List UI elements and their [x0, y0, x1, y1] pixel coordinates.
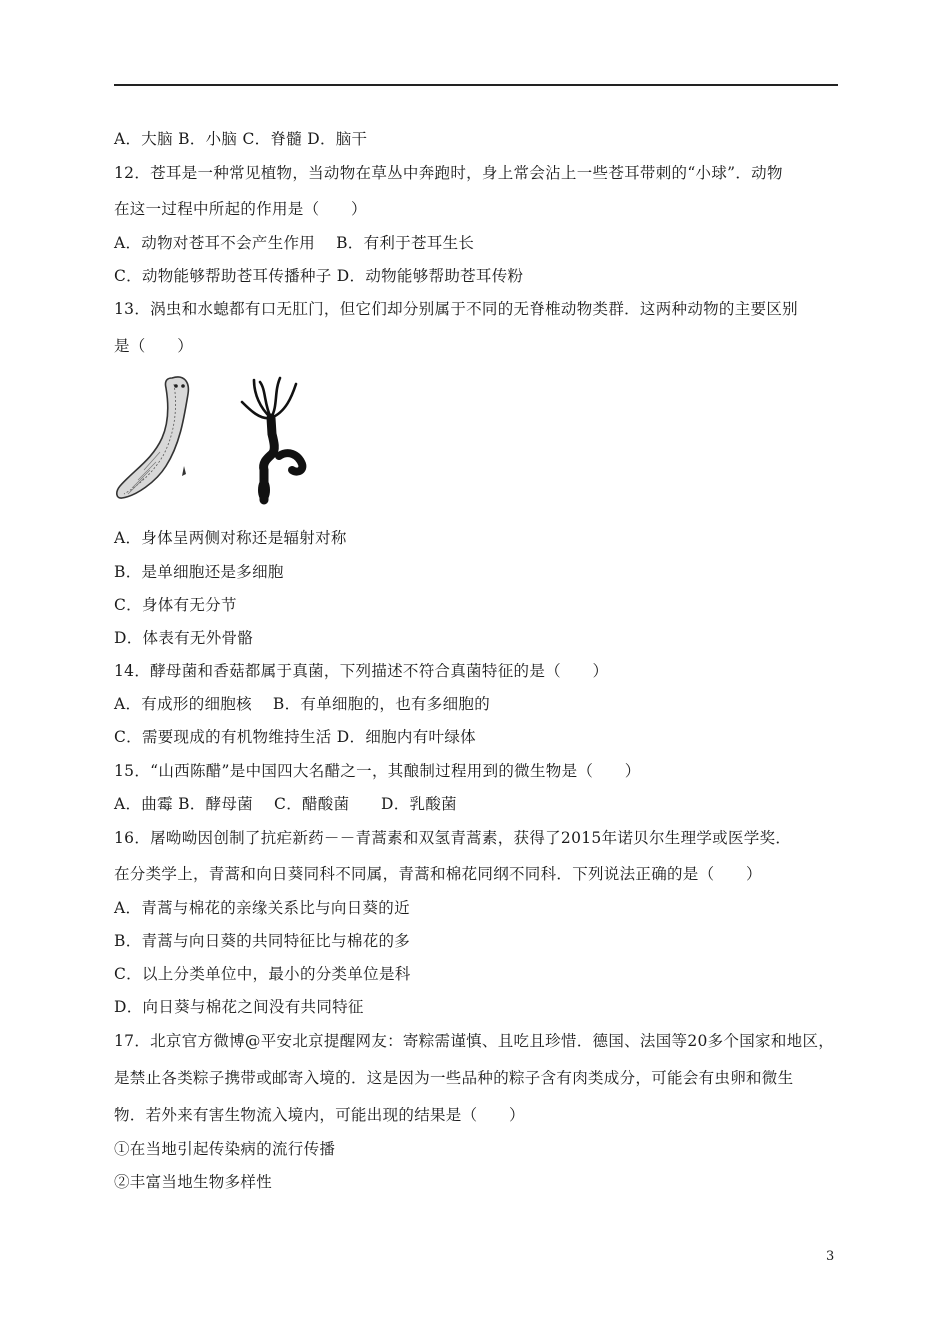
header-rule	[114, 84, 838, 86]
q12-stem-line1: 12．苍耳是一种常见植物，当动物在草丛中奔跑时，身上常会沾上一些苍耳带刺的“小球”．动物	[114, 164, 783, 182]
q12-options-line1: A．动物对苍耳不会产生作用 B．有利于苍耳生长	[114, 234, 475, 252]
q15-stem: 15．“山西陈醋”是中国四大名醋之一，其酿制过程用到的微生物是（ ）	[114, 762, 641, 780]
q16-option-a: A．青蒿与棉花的亲缘关系比与向日葵的近	[114, 899, 410, 917]
q13-option-b: B．是单细胞还是多细胞	[114, 563, 284, 581]
q16-option-d: D．向日葵与棉花之间没有共同特征	[114, 998, 364, 1016]
flatworm-hydra-figure	[114, 370, 344, 505]
q13-option-c: C．身体有无分节	[114, 596, 237, 614]
q12-stem-line2: 在这一过程中所起的作用是（ ）	[114, 200, 367, 218]
q14-options-line2: C．需要现成的有机物维持生活 D．细胞内有叶绿体	[114, 728, 476, 746]
q17-item-1: ①在当地引起传染病的流行传播	[114, 1140, 336, 1158]
planarian-illustration	[117, 377, 189, 498]
q17-stem-line1: 17．北京官方微博@平安北京提醒网友：寄粽需谨慎、且吃且珍惜．德国、法国等20多个国家和地区，	[114, 1032, 835, 1050]
q13-stem-line2: 是（ ）	[114, 337, 194, 355]
q17-item-2: ②丰富当地生物多样性	[114, 1173, 273, 1191]
hydra-illustration	[242, 378, 302, 502]
q16-stem-line2: 在分类学上，青蒿和向日葵同科不同属，青蒿和棉花同纲不同科．下列说法正确的是（ ）	[114, 865, 762, 883]
q16-stem-line1: 16．屠呦呦因创制了抗疟新药－－青蒿素和双氢青蒿素，获得了2015年诺贝尔生理学或医学奖．	[114, 829, 792, 847]
q13-stem-line1: 13．涡虫和水螅都有口无肛门，但它们却分别属于不同的无脊椎动物类群．这两种动物的主要区别	[114, 300, 798, 318]
q15-options: A．曲霉 B．酵母菌 C．醋酸菌 D．乳酸菌	[114, 795, 457, 813]
q11-options: A．大脑 B．小脑 C．脊髓 D．脑干	[114, 130, 368, 148]
q17-stem-line2: 是禁止各类粽子携带或邮寄入境的．这是因为一些品种的粽子含有肉类成分，可能会有虫卵和微生	[114, 1069, 794, 1087]
q13-option-d: D．体表有无外骨骼	[114, 629, 254, 647]
q14-stem: 14．酵母菌和香菇都属于真菌，下列描述不符合真菌特征的是（ ）	[114, 662, 609, 680]
q16-option-b: B．青蒿与向日葵的共同特征比与棉花的多	[114, 932, 411, 950]
page-number: 3	[826, 1249, 835, 1264]
q13-option-a: A．身体呈两侧对称还是辐射对称	[114, 529, 347, 547]
q12-options-line2: C．动物能够帮助苍耳传播种子 D．动物能够帮助苍耳传粉	[114, 267, 524, 285]
q17-stem-line3: 物．若外来有害生物流入境内，可能出现的结果是（ ）	[114, 1106, 525, 1124]
q14-options-line1: A．有成形的细胞核 B．有单细胞的，也有多细胞的	[114, 695, 491, 713]
q16-option-c: C．以上分类单位中，最小的分类单位是科	[114, 965, 411, 983]
